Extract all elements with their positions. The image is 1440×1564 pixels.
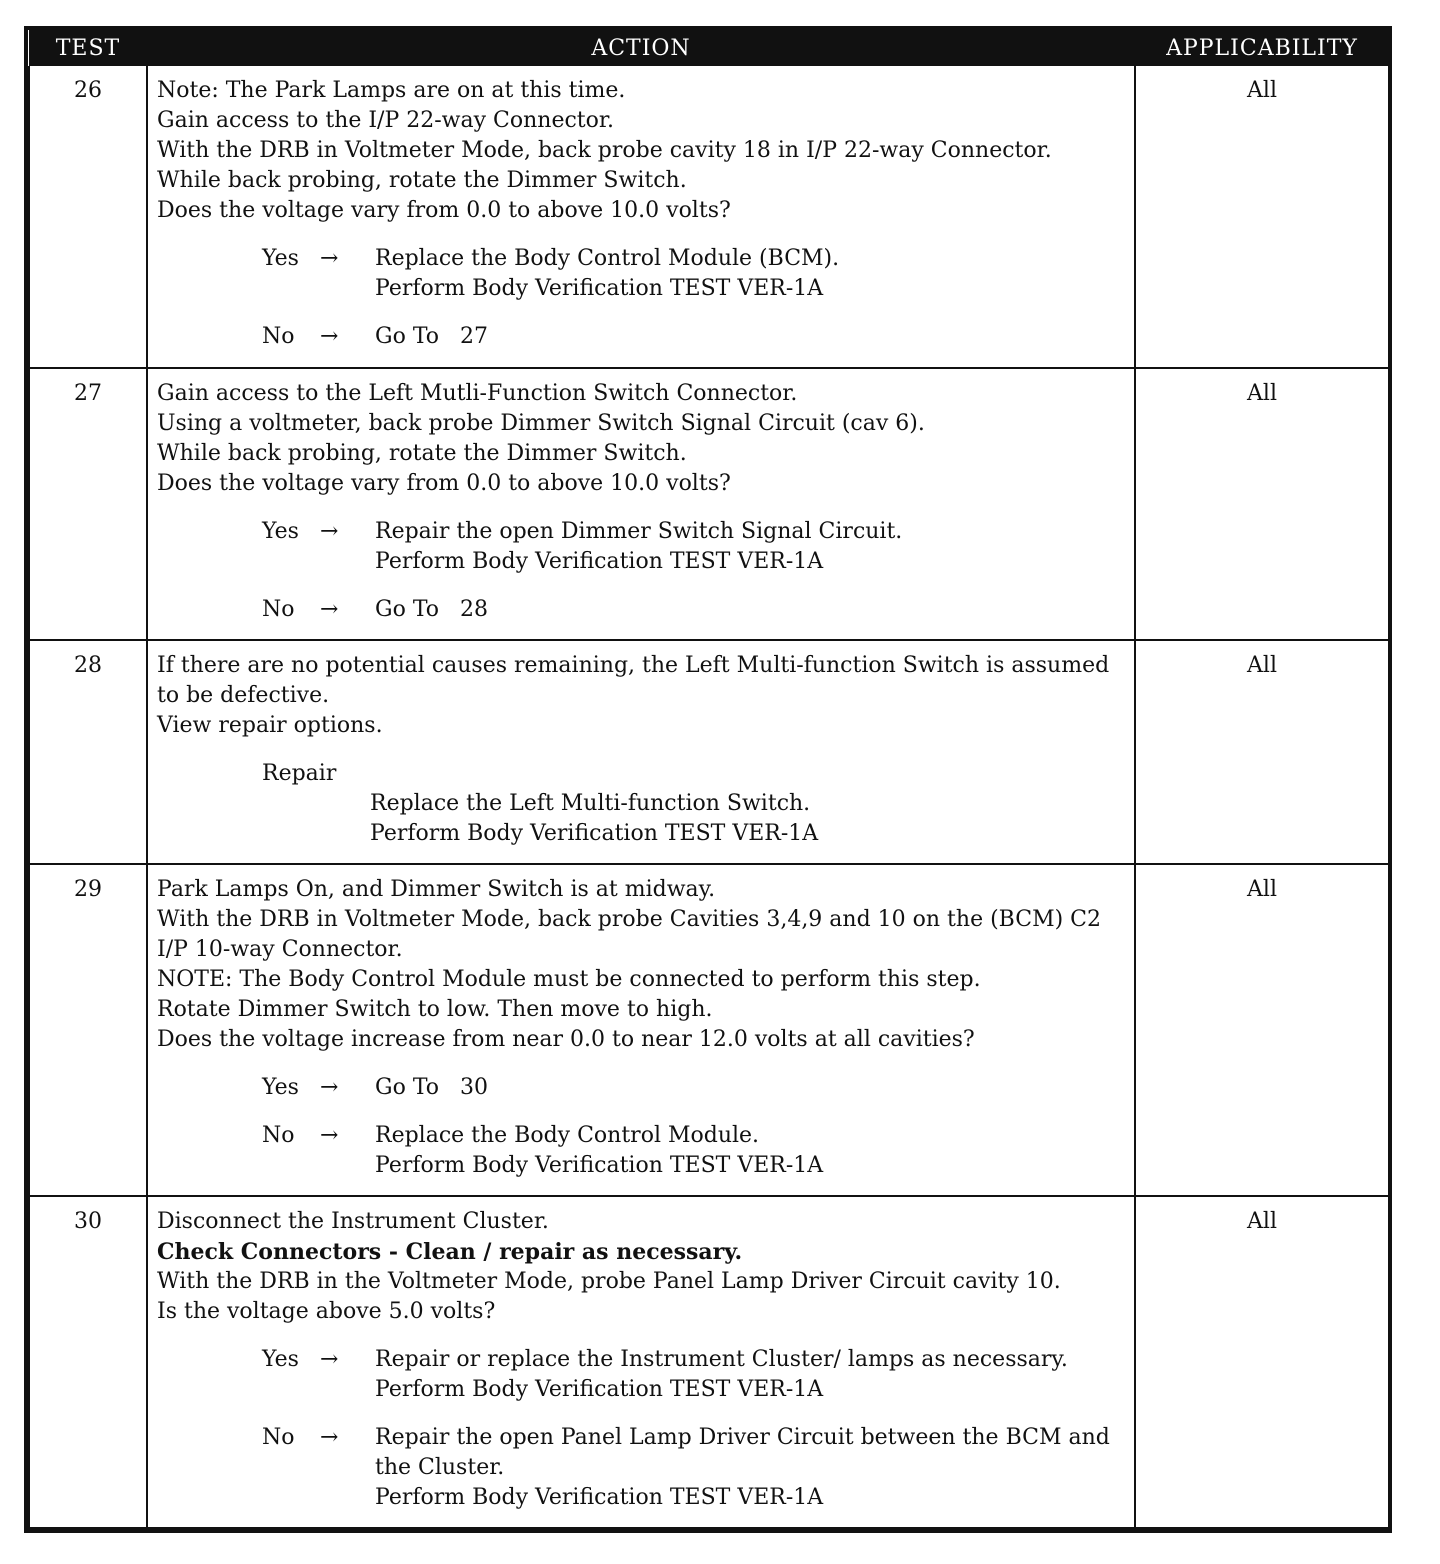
yes-label: Yes bbox=[262, 1075, 299, 1100]
arrow-right-icon: → bbox=[320, 519, 339, 544]
action-line: While back probing, rotate the Dimmer Switch. bbox=[157, 441, 687, 466]
arrow-right-icon: → bbox=[320, 324, 339, 349]
yes-branch bbox=[157, 517, 1126, 577]
arrow-right-icon: → bbox=[320, 1075, 339, 1100]
no-branch bbox=[157, 322, 1126, 352]
applicability: All bbox=[1135, 1196, 1389, 1528]
action-line: With the DRB in the Voltmeter Mode, probe Panel Lamp Driver Circuit cavity 10. bbox=[157, 1269, 1061, 1294]
table-row bbox=[29, 368, 1389, 640]
yes-result: Repair or replace the Instrument Cluster/ lamps as necessary. bbox=[375, 1347, 1068, 1372]
no-result: Perform Body Verification TEST VER-1A bbox=[375, 1153, 824, 1178]
action-line: Does the voltage vary from 0.0 to above 10.0 volts? bbox=[157, 471, 731, 496]
action-cell bbox=[147, 1196, 1135, 1528]
yes-result: Repair the open Dimmer Switch Signal Circuit. bbox=[375, 519, 903, 544]
arrow-right-icon: → bbox=[320, 1347, 339, 1372]
no-result: the Cluster. bbox=[375, 1455, 505, 1480]
action-cell bbox=[147, 66, 1135, 368]
yes-result: Perform Body Verification TEST VER-1A bbox=[375, 549, 824, 574]
test-number: 28 bbox=[29, 640, 147, 864]
no-label: No bbox=[262, 597, 295, 622]
test-number: 30 bbox=[29, 1196, 147, 1528]
no-branch bbox=[157, 595, 1126, 625]
action-line: Is the voltage above 5.0 volts? bbox=[157, 1299, 496, 1324]
arrow-right-icon: → bbox=[320, 1123, 339, 1148]
repair-step: Replace the Left Multi-function Switch. bbox=[370, 791, 811, 816]
repair-options bbox=[157, 759, 1126, 849]
no-branch bbox=[157, 1423, 1126, 1513]
action-line: to be defective. bbox=[157, 683, 330, 708]
yes-result: Go To 30 bbox=[375, 1075, 488, 1100]
action-line: NOTE: The Body Control Module must be connected to perform this step. bbox=[157, 967, 981, 992]
action-cell bbox=[147, 368, 1135, 640]
action-line: Disconnect the Instrument Cluster. bbox=[157, 1209, 549, 1234]
arrow-right-icon: → bbox=[320, 246, 339, 271]
header-row bbox=[29, 30, 1389, 66]
yes-branch bbox=[157, 1073, 1126, 1103]
action-line: With the DRB in Voltmeter Mode, back probe Cavities 3,4,9 and 10 on the (BCM) C2 bbox=[157, 907, 1102, 932]
action-line: With the DRB in Voltmeter Mode, back probe cavity 18 in I/P 22-way Connector. bbox=[157, 138, 1052, 163]
test-number: 27 bbox=[29, 368, 147, 640]
action-line: Gain access to the I/P 22-way Connector. bbox=[157, 108, 614, 133]
no-label: No bbox=[262, 1425, 295, 1450]
arrow-right-icon: → bbox=[320, 597, 339, 622]
applicability: All bbox=[1135, 640, 1389, 864]
no-result: Perform Body Verification TEST VER-1A bbox=[375, 1485, 824, 1510]
yes-branch bbox=[157, 244, 1126, 304]
no-label: No bbox=[262, 1123, 295, 1148]
test-number: 26 bbox=[29, 66, 147, 368]
applicability: All bbox=[1135, 864, 1389, 1196]
repair-label: Repair bbox=[262, 761, 337, 786]
action-cell bbox=[147, 640, 1135, 864]
applicability: All bbox=[1135, 66, 1389, 368]
yes-label: Yes bbox=[262, 246, 299, 271]
test-table bbox=[28, 30, 1390, 1529]
action-line: Using a voltmeter, back probe Dimmer Switch Signal Circuit (cav 6). bbox=[157, 411, 925, 436]
action-line: Does the voltage vary from 0.0 to above 10.0 volts? bbox=[157, 198, 731, 223]
header-test: TEST bbox=[29, 30, 147, 66]
action-line: I/P 10-way Connector. bbox=[157, 937, 403, 962]
diagnostic-test-table bbox=[24, 26, 1392, 1533]
action-line: Rotate Dimmer Switch to low. Then move to high. bbox=[157, 997, 713, 1022]
yes-result: Perform Body Verification TEST VER-1A bbox=[375, 1377, 824, 1402]
yes-branch bbox=[157, 1345, 1126, 1405]
action-line: Note: The Park Lamps are on at this time. bbox=[157, 78, 626, 103]
action-line: Gain access to the Left Mutli-Function Switch Connector. bbox=[157, 381, 798, 406]
no-result: Repair the open Panel Lamp Driver Circuit between the BCM and bbox=[375, 1425, 1110, 1450]
yes-label: Yes bbox=[262, 1347, 299, 1372]
table-row bbox=[29, 640, 1389, 864]
table-row bbox=[29, 1196, 1389, 1528]
yes-result: Replace the Body Control Module (BCM). bbox=[375, 246, 840, 271]
table-row bbox=[29, 864, 1389, 1196]
action-line: Does the voltage increase from near 0.0 to near 12.0 volts at all cavities? bbox=[157, 1027, 975, 1052]
action-line: If there are no potential causes remaining, the Left Multi-function Switch is assumed bbox=[157, 653, 1110, 678]
table-row bbox=[29, 66, 1389, 368]
no-result: Go To 28 bbox=[375, 597, 488, 622]
no-result: Go To 27 bbox=[375, 324, 488, 349]
no-label: No bbox=[262, 324, 295, 349]
header-action: ACTION bbox=[147, 30, 1135, 66]
no-result: Replace the Body Control Module. bbox=[375, 1123, 760, 1148]
no-branch bbox=[157, 1121, 1126, 1181]
yes-result: Perform Body Verification TEST VER-1A bbox=[375, 276, 824, 301]
action-line: View repair options. bbox=[157, 713, 383, 738]
action-line: While back probing, rotate the Dimmer Switch. bbox=[157, 168, 687, 193]
header-applicability: APPLICABILITY bbox=[1135, 30, 1389, 66]
repair-step: Perform Body Verification TEST VER-1A bbox=[370, 821, 819, 846]
action-line-bold: Check Connectors - Clean / repair as necessary. bbox=[157, 1239, 743, 1265]
action-line: Park Lamps On, and Dimmer Switch is at midway. bbox=[157, 877, 716, 902]
arrow-right-icon: → bbox=[320, 1425, 339, 1450]
applicability: All bbox=[1135, 368, 1389, 640]
action-cell bbox=[147, 864, 1135, 1196]
yes-label: Yes bbox=[262, 519, 299, 544]
test-number: 29 bbox=[29, 864, 147, 1196]
